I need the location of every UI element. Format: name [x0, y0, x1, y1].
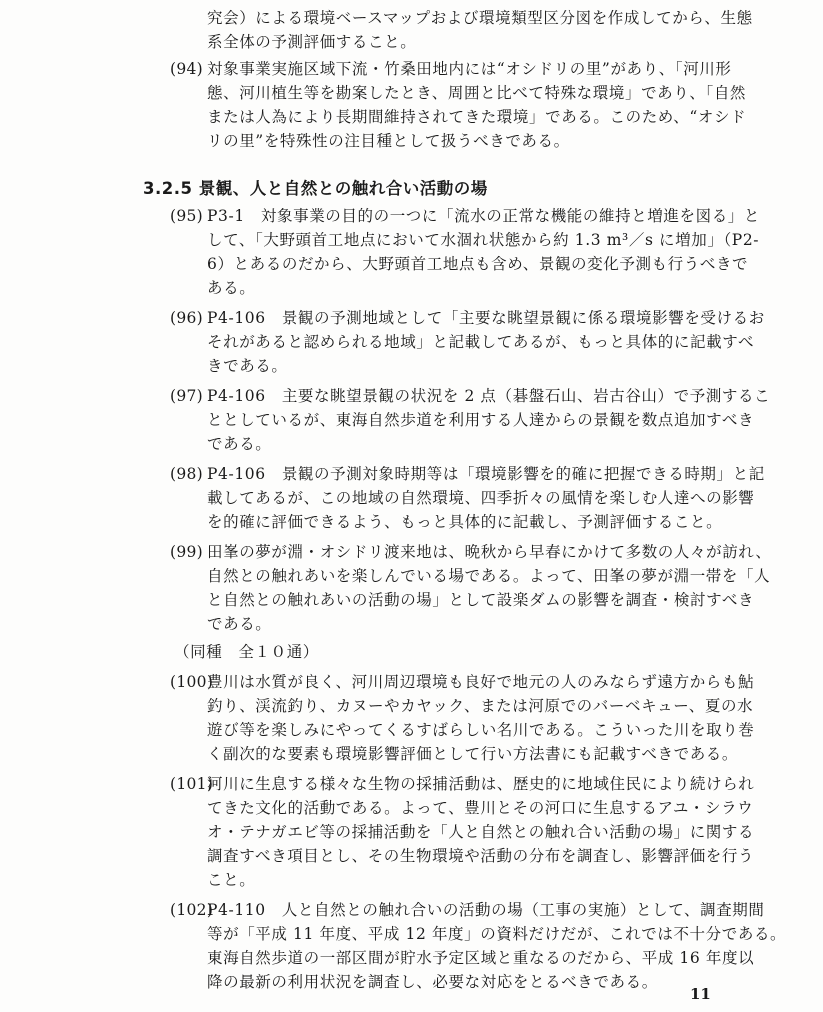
- comment-item-94: [0, 57, 823, 153]
- item-number: (100): [170, 673, 214, 691]
- text-line: きである。: [207, 357, 288, 375]
- text-line: 釣り、渓流釣り、カヌーやカヤック、または河原でのバーベキュー、夏の水: [207, 697, 754, 715]
- continued-paragraph: [207, 6, 767, 54]
- comment-item-102: [0, 898, 823, 994]
- item-number: (99): [170, 543, 204, 561]
- comment-item-99: [0, 540, 823, 664]
- similar-count-note: （同種 全１０通）: [174, 643, 319, 661]
- text-line: P4-106 景観の予測対象時期等は「環境影響を的確に把握できる時期」と記: [207, 465, 765, 483]
- text-line: 載してあるが、この地域の自然環境、四季折々の風情を楽しむ人達への影響: [207, 489, 755, 507]
- comment-item-96: [0, 306, 823, 378]
- item-number: (101): [170, 775, 214, 793]
- text-line: である。: [207, 615, 272, 633]
- text-line: P4-106 景観の予測地域として「主要な眺望景観に係る環境影響を受けるお: [207, 309, 765, 327]
- text-line: して、「大野頭首工地点において水涸れ状態から約 1.3 m³／s に増加」（P2-: [207, 231, 760, 249]
- text-line: または人為により長期間維持されてきた環境」である。このため、“オシド: [207, 108, 747, 126]
- text-line: てきた文化的活動である。よって、豊川とその河口に生息するアユ・シラウ: [207, 799, 754, 817]
- text-line: P3-1 対象事業の目的の一つに「流水の正常な機能の維持と増進を図る」と: [207, 207, 760, 225]
- text-line: 系全体の予測評価すること。: [207, 33, 417, 51]
- text-line: 態、河川植生等を勘案したとき、周囲と比べて特殊な環境」であり、「自然: [207, 84, 747, 102]
- comment-list-top: [0, 57, 823, 153]
- item-number: (96): [170, 309, 204, 327]
- text-line: こと。: [207, 871, 256, 889]
- text-line: 対象事業実施区域下流・竹桑田地内には“オシドリの里”があり、「河川形: [207, 60, 732, 78]
- item-number: (102): [170, 901, 214, 919]
- text-line: 豊川は水質が良く、河川周辺環境も良好で地元の人のみならず遠方からも鮎: [207, 673, 755, 691]
- item-number: (95): [170, 207, 204, 225]
- text-line: 調査すべき項目とし、その生物環境や活動の分布を調査し、影響評価を行う: [207, 847, 755, 865]
- text-line: 河川に生息する様々な生物の採捕活動は、歴史的に地域住民により続けられ: [207, 775, 755, 793]
- item-number: (98): [170, 465, 204, 483]
- comment-item-98: [0, 462, 823, 534]
- text-line: 究会）による環境ベースマップおよび環境類型区分図を作成してから、生態: [207, 9, 753, 27]
- text-line: 降の最新の利用状況を調査し、必要な対応をとるべきである。: [207, 973, 658, 991]
- text-line: 自然との触れあいを楽しんでいる場である。よって、田峯の夢が淵一帯を「人: [207, 567, 771, 585]
- text-line: P4-106 主要な眺望景観の状況を 2 点（碁盤石山、岩古谷山）で予測するこ: [207, 387, 771, 405]
- section-heading: 3.2.5 景観、人と自然との触れ合い活動の場: [143, 179, 488, 198]
- text-line: 遊び等を楽しみにやってくるすばらしい名川である。こういった川を取り巻: [207, 721, 755, 739]
- page-number: 11: [690, 985, 711, 1003]
- item-number: (94): [170, 60, 204, 78]
- text-line: と自然との触れあいの活動の場」として設楽ダムの影響を調査・検討すべき: [207, 591, 755, 609]
- text-line: 6）とあるのだから、大野頭首工地点も含め、景観の変化予測も行うべきで: [207, 255, 749, 273]
- text-line: く副次的な要素も環境影響評価として行い方法書にも記載すべきである。: [207, 745, 738, 763]
- text-line: 等が「平成 11 年度、平成 12 年度」の資料だけだが、これでは不十分である。: [207, 925, 787, 943]
- text-line: 田峯の夢が淵・オシドリ渡来地は、晩秋から早春にかけて多数の人々が訪れ、: [207, 543, 772, 561]
- text-line: 東海自然歩道の一部区間が貯水予定区域と重なるのだから、平成 16 年度以: [207, 949, 755, 967]
- comment-item-100: [0, 670, 823, 766]
- comment-item-95: [0, 204, 823, 300]
- text-line: それがあると認められる地域」と記載してあるが、もっと具体的に記載すべ: [207, 333, 755, 351]
- text-line: である。: [207, 435, 272, 453]
- comment-item-101: [0, 772, 823, 892]
- item-number: (97): [170, 387, 204, 405]
- comment-item-97: [0, 384, 823, 456]
- text-line: P4-110 人と自然との触れ合いの活動の場（工事の実施）として、調査期間: [207, 901, 765, 919]
- text-line: を的確に評価できるよう、もっと具体的に記載し、予測評価すること。: [207, 513, 723, 531]
- text-line: オ・テナガエビ等の採捕活動を「人と自然との触れ合い活動の場」に関する: [207, 823, 755, 841]
- comment-list: [0, 204, 823, 994]
- text-line: リの里”を特殊性の注目種として扱うべきである。: [207, 132, 570, 150]
- text-line: ととしているが、東海自然歩道を利用する人達からの景観を数点追加すべき: [207, 411, 755, 429]
- text-line: ある。: [207, 279, 256, 297]
